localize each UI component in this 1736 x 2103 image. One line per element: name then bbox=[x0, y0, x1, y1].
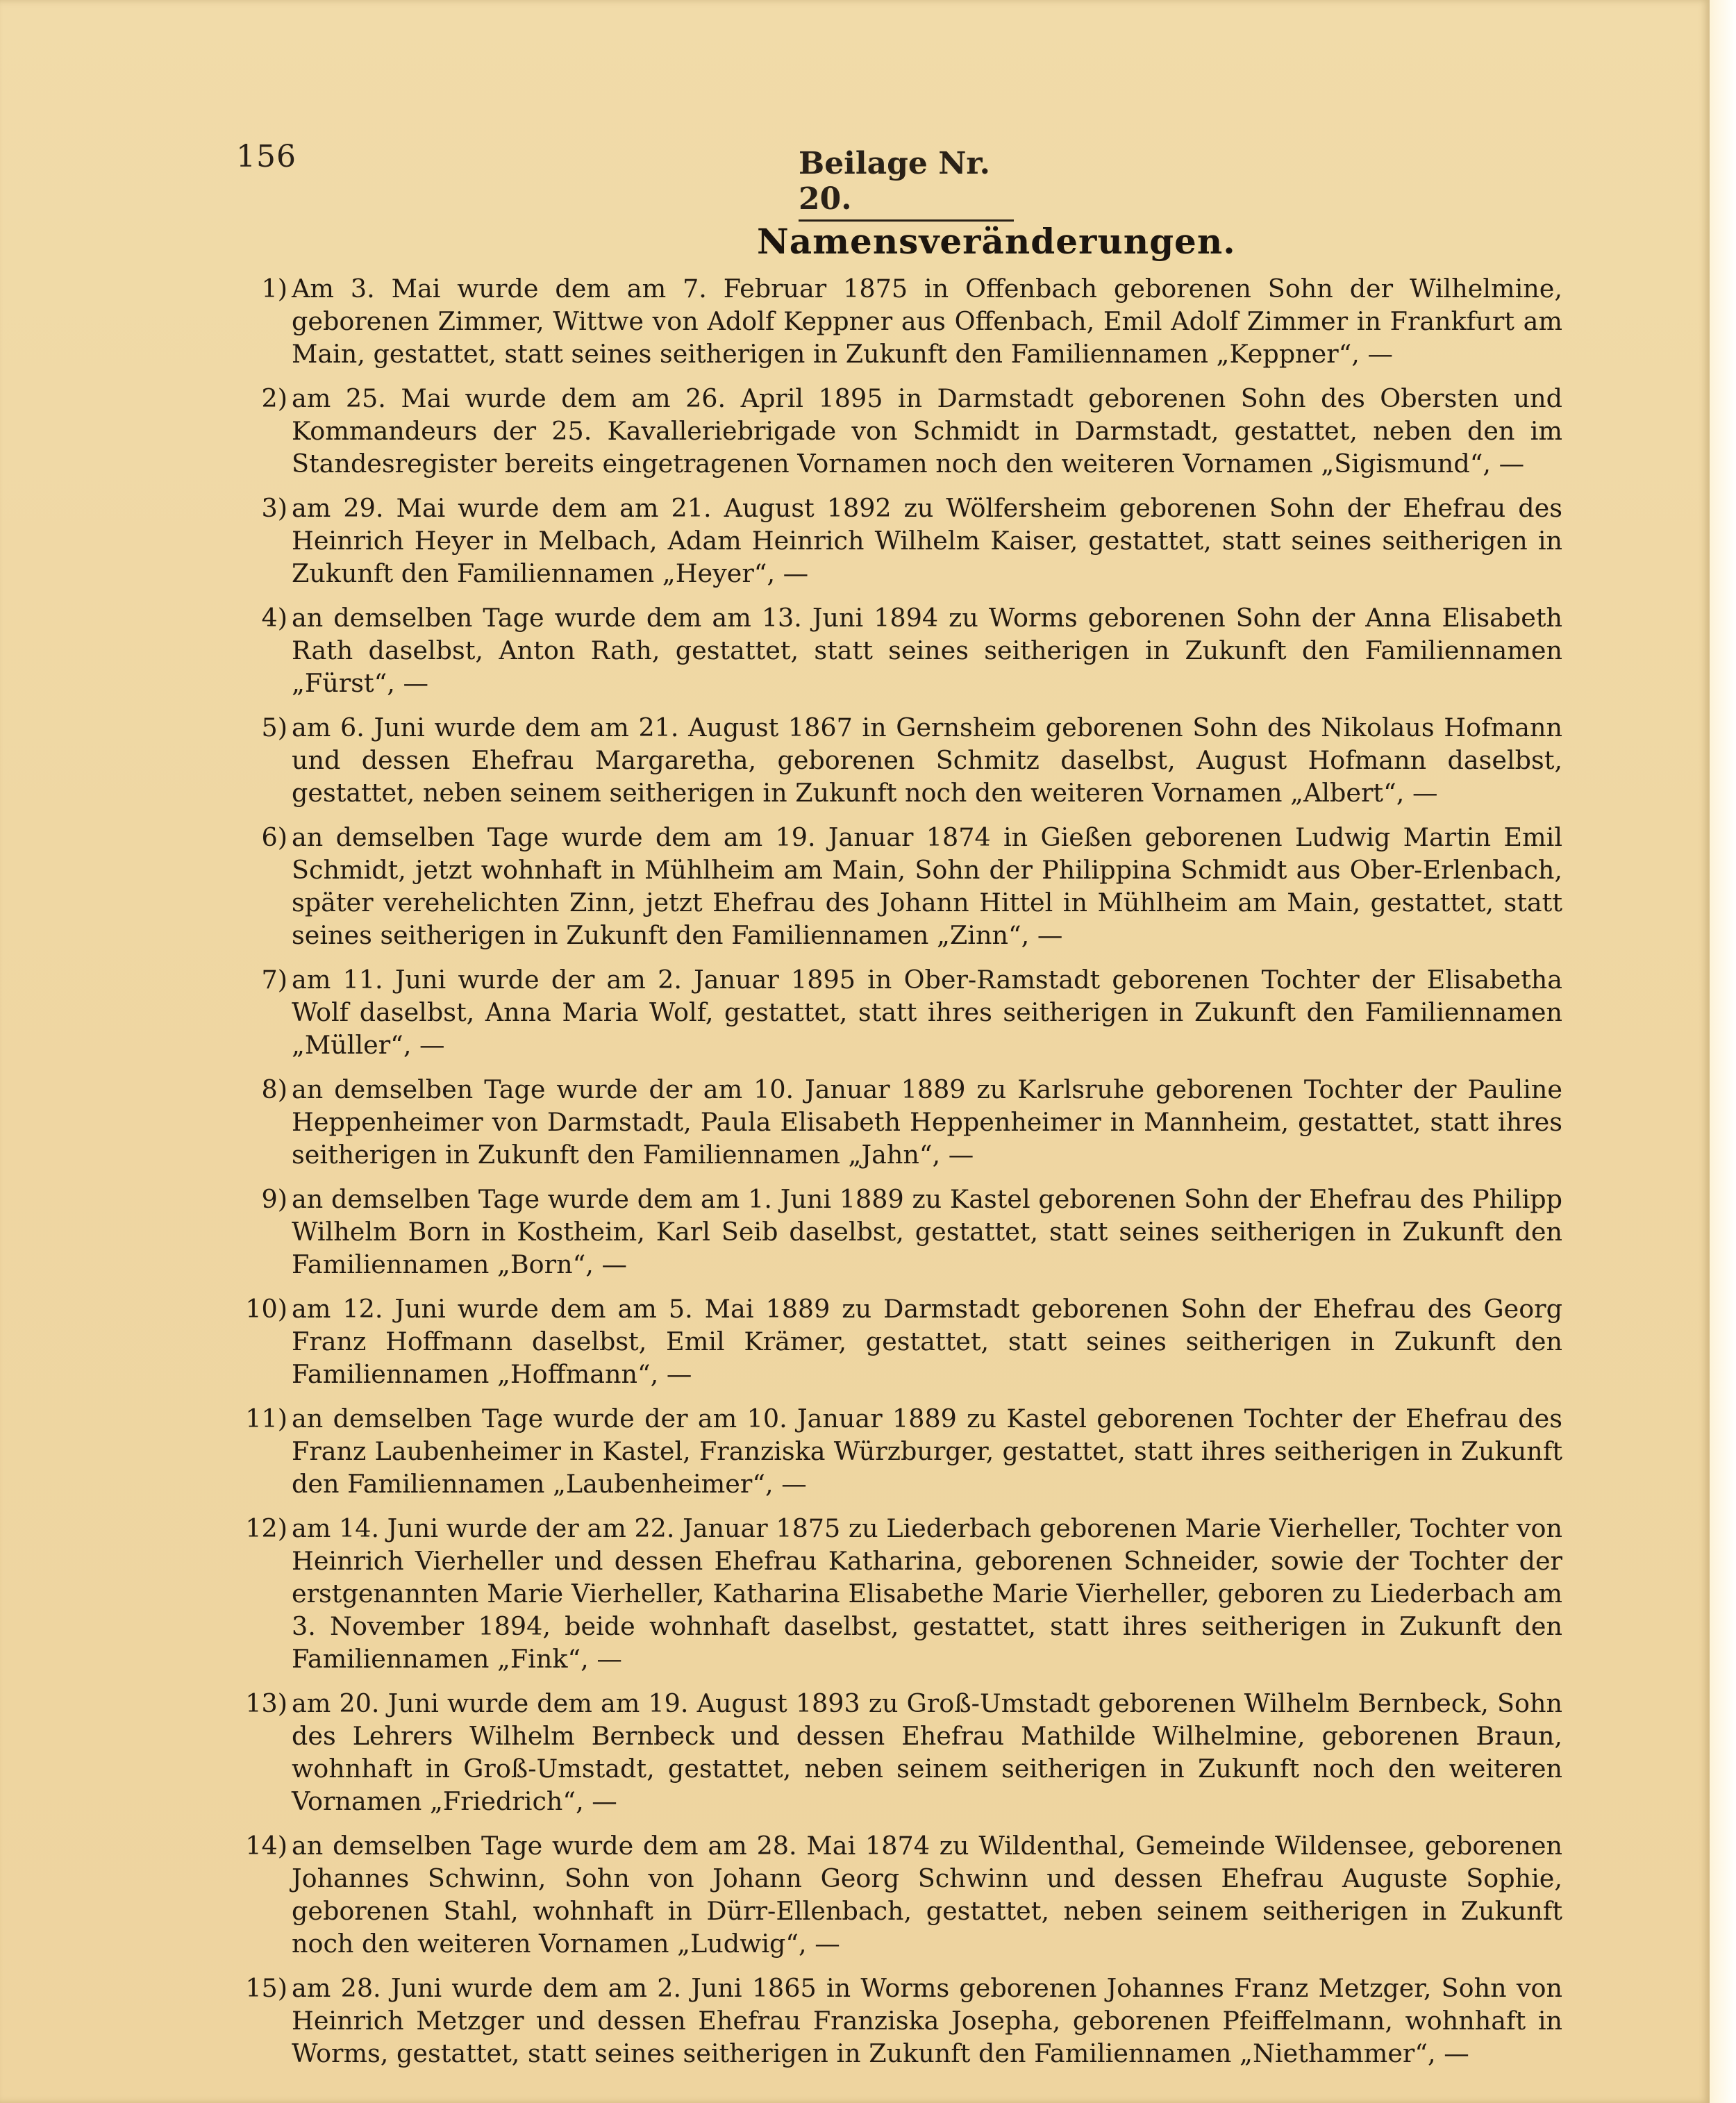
list-item bbox=[236, 963, 1562, 1061]
entry-number: 1) bbox=[261, 274, 287, 304]
list-item bbox=[236, 1972, 1562, 2070]
list-item bbox=[236, 1402, 1562, 1500]
list-item bbox=[236, 382, 1562, 480]
list-item bbox=[236, 601, 1562, 699]
entry-number: 2) bbox=[261, 383, 287, 413]
page-edge bbox=[1710, 0, 1736, 2103]
entry-number: 4) bbox=[261, 603, 287, 633]
entry-number: 9) bbox=[261, 1184, 287, 1214]
page-header bbox=[236, 139, 1014, 217]
list-item bbox=[236, 1292, 1562, 1390]
entry-list bbox=[236, 272, 1562, 2081]
entry-number: 14) bbox=[245, 1831, 287, 1861]
supplement-heading: Beilage Nr. 20. bbox=[799, 146, 1014, 222]
entry-number: 10) bbox=[245, 1294, 287, 1324]
page-number: 156 bbox=[236, 139, 297, 174]
entry-number: 12) bbox=[245, 1513, 287, 1543]
entry-number: 3) bbox=[261, 493, 287, 523]
entry-text: an demselben Tage wurde dem am 13. Juni 1894 zu Worms geborenen Sohn der Anna Elisabeth Rath daselbst, Anton Rath, gestattet, statt seines seitherigen in Zukunft den Familiennamen „Fürst“, — bbox=[292, 603, 1562, 698]
list-item bbox=[236, 272, 1562, 370]
list-item bbox=[236, 1687, 1562, 1818]
entry-text: an demselben Tage wurde dem am 28. Mai 1874 zu Wildenthal, Gemeinde Wildensee, geborenen Johannes Schwinn, Sohn von Johann Georg Schwinn und dessen Ehefrau Auguste Sophie, geborenen Stahl, wohnhaft in Dürr-Ellenbach, gestattet, neben seinem seitherigen in Zukunft noch den weiteren Vornamen „Ludwig“, — bbox=[292, 1831, 1562, 1959]
entry-text: am 20. Juni wurde dem am 19. August 1893 zu Groß-Umstadt geborenen Wilhelm Bernbeck, Sohn des Lehrers Wilhelm Bernbeck und dessen Ehefrau Mathilde Wilhelmine, geborenen Braun, wohnhaft in Groß-Umstadt, gestattet, neben seinem seitherigen in Zukunft noch den weiteren Vornamen „Friedrich“, — bbox=[292, 1688, 1562, 1816]
list-item bbox=[236, 821, 1562, 951]
entry-text: am 14. Juni wurde der am 22. Januar 1875 zu Liederbach geborenen Marie Vierheller, Tochter von Heinrich Vierheller und dessen Ehefrau Katharina, geborenen Schneider, sowie der Tochter der erstgenannten Marie Vierheller, Katharina Elisabethe Marie Vierheller, geboren zu Liederbach am 3. November 1894, beide wohnhaft daselbst, gestattet, statt ihres seitherigen in Zukunft den Familiennamen „Fink“, — bbox=[292, 1513, 1562, 1674]
list-item bbox=[236, 1073, 1562, 1171]
list-item bbox=[236, 1829, 1562, 1960]
entry-number: 8) bbox=[261, 1074, 287, 1104]
list-item bbox=[236, 492, 1562, 590]
entry-number: 5) bbox=[261, 713, 287, 742]
list-item bbox=[236, 1512, 1562, 1675]
entry-number: 7) bbox=[261, 965, 287, 995]
entry-text: am 6. Juni wurde dem am 21. August 1867 in Gernsheim geborenen Sohn des Nikolaus Hofmann und dessen Ehefrau Margaretha, geborenen Schmitz daselbst, August Hofmann daselbst, gestattet, neben seinem seitherigen in Zukunft noch den weiteren Vornamen „Albert“, — bbox=[292, 713, 1562, 808]
entry-number: 11) bbox=[245, 1404, 287, 1433]
entry-number: 15) bbox=[245, 1973, 287, 2003]
entry-text: an demselben Tage wurde dem am 19. Januar 1874 in Gießen geborenen Ludwig Martin Emil Schmidt, jetzt wohnhaft in Mühlheim am Main, Sohn der Philippina Schmidt aus Ober-Erlenbach, später verehelichten Zinn, jetzt Ehefrau des Johann Hittel in Mühlheim am Main, gestattet, statt seines seitherigen in Zukunft den Familiennamen „Zinn“, — bbox=[292, 822, 1562, 950]
entry-text: am 12. Juni wurde dem am 5. Mai 1889 zu Darmstadt geborenen Sohn der Ehefrau des Georg Franz Hoffmann daselbst, Emil Krämer, gestattet, statt seines seitherigen in Zukunft den Familiennamen „Hoffmann“, — bbox=[292, 1294, 1562, 1389]
entry-text: Am 3. Mai wurde dem am 7. Februar 1875 in Offenbach geborenen Sohn der Wilhelmine, geborenen Zimmer, Wittwe von Adolf Keppner aus Offenbach, Emil Adolf Zimmer in Frankfurt am Main, gestattet, statt seines seitherigen in Zukunft den Familiennamen „Keppner“, — bbox=[292, 274, 1562, 369]
entry-text: an demselben Tage wurde dem am 1. Juni 1889 zu Kastel geborenen Sohn der Ehefrau des Philipp Wilhelm Born in Kostheim, Karl Seib daselbst, gestattet, statt seines seitherigen in Zukunft den Familiennamen „Born“, — bbox=[292, 1184, 1562, 1279]
list-item bbox=[236, 711, 1562, 809]
entry-text: am 28. Juni wurde dem am 2. Juni 1865 in Worms geborenen Johannes Franz Metzger, Sohn von Heinrich Metzger und dessen Ehefrau Franziska Josepha, geborenen Pfeiffelmann, wohnhaft in Worms, gestattet, statt seines seitherigen in Zukunft den Familiennamen „Niethammer“, — bbox=[292, 1973, 1562, 2068]
list-item bbox=[236, 1183, 1562, 1281]
entry-number: 13) bbox=[245, 1688, 287, 1718]
entry-text: am 11. Juni wurde der am 2. Januar 1895 in Ober-Ramstadt geborenen Tochter der Elisabetha Wolf daselbst, Anna Maria Wolf, gestattet, statt ihres seitherigen in Zukunft den Familiennamen „Müller“, — bbox=[292, 965, 1562, 1060]
entry-text: an demselben Tage wurde der am 10. Januar 1889 zu Karlsruhe geborenen Tochter der Pauline Heppenheimer von Darmstadt, Paula Elisabeth Heppenheimer in Mannheim, gestattet, statt ihres seitherigen in Zukunft den Familiennamen „Jahn“, — bbox=[292, 1074, 1562, 1170]
entry-text: an demselben Tage wurde der am 10. Januar 1889 zu Kastel geborenen Tochter der Ehefrau des Franz Laubenheimer in Kastel, Franziska Würzburger, gestattet, statt ihres seitherigen in Zukunft den Familiennamen „Laubenheimer“, — bbox=[292, 1404, 1562, 1499]
document-title: Namensveränderungen. bbox=[757, 221, 1236, 262]
entry-text: am 29. Mai wurde dem am 21. August 1892 zu Wölfersheim geborenen Sohn der Ehefrau des Heinrich Heyer in Melbach, Adam Heinrich Wilhelm Kaiser, gestattet, statt seines seitherigen in Zukunft den Familiennamen „Heyer“, — bbox=[292, 493, 1562, 588]
entry-number: 6) bbox=[261, 822, 287, 852]
entry-text: am 25. Mai wurde dem am 26. April 1895 in Darmstadt geborenen Sohn des Obersten und Kommandeurs der 25. Kavalleriebrigade von Schmidt in Darmstadt, gestattet, neben den im Standesregister bereits eingetragenen Vornamen noch den weiteren Vornamen „Sigismund“, — bbox=[292, 383, 1562, 479]
